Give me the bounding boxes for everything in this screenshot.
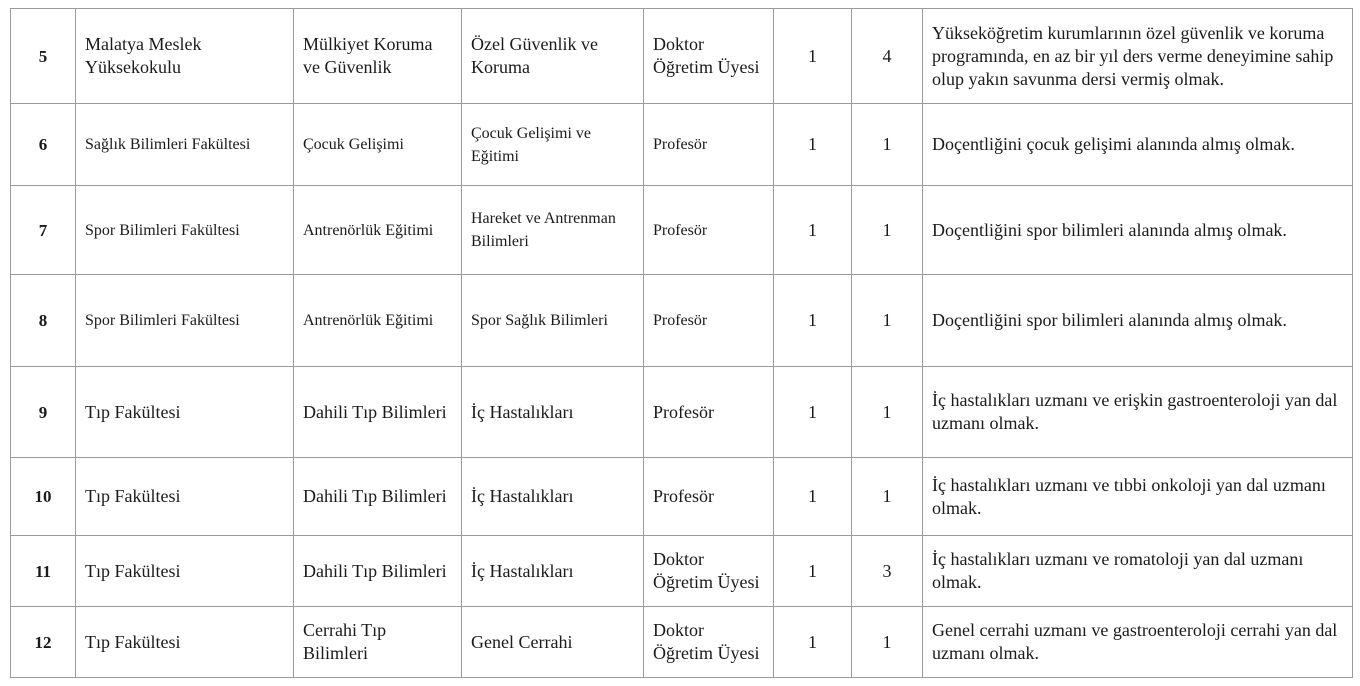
count-cell: 1 bbox=[774, 458, 852, 536]
level-cell: 3 bbox=[852, 536, 923, 607]
title-cell: Profesör bbox=[644, 458, 774, 536]
department-cell: Çocuk Gelişimi bbox=[294, 104, 462, 186]
department-cell: Antrenörlük Eğitimi bbox=[294, 186, 462, 275]
unit-cell: Tıp Fakültesi bbox=[76, 607, 294, 678]
department-cell: Mülkiyet Koruma ve Güvenlik bbox=[294, 9, 462, 104]
count-cell: 1 bbox=[774, 275, 852, 367]
requirement-cell: Genel cerrahi uzmanı ve gastroenteroloji cerrahi yan dal uzmanı olmak. bbox=[923, 607, 1353, 678]
level-cell: 1 bbox=[852, 275, 923, 367]
faculty-positions-table bbox=[10, 8, 1353, 678]
requirement-cell: İç hastalıkları uzmanı ve erişkin gastroenteroloji yan dal uzmanı olmak. bbox=[923, 367, 1353, 458]
requirement-cell: İç hastalıkları uzmanı ve romatoloji yan dal uzmanı olmak. bbox=[923, 536, 1353, 607]
department-cell: Dahili Tıp Bilimleri bbox=[294, 458, 462, 536]
department-cell: Dahili Tıp Bilimleri bbox=[294, 536, 462, 607]
row-number: 8 bbox=[11, 275, 76, 367]
program-cell: İç Hastalıkları bbox=[462, 458, 644, 536]
table-row bbox=[11, 458, 1353, 536]
requirement-cell: Doçentliğini çocuk gelişimi alanında almış olmak. bbox=[923, 104, 1353, 186]
table-row bbox=[11, 367, 1353, 458]
unit-cell: Malatya Meslek Yüksekokulu bbox=[76, 9, 294, 104]
count-cell: 1 bbox=[774, 104, 852, 186]
count-cell: 1 bbox=[774, 536, 852, 607]
table-row bbox=[11, 9, 1353, 104]
count-cell: 1 bbox=[774, 186, 852, 275]
program-cell: Özel Güvenlik ve Koruma bbox=[462, 9, 644, 104]
unit-cell: Spor Bilimleri Fakültesi bbox=[76, 275, 294, 367]
unit-cell: Tıp Fakültesi bbox=[76, 536, 294, 607]
row-number: 12 bbox=[11, 607, 76, 678]
count-cell: 1 bbox=[774, 367, 852, 458]
department-cell: Antrenörlük Eğitimi bbox=[294, 275, 462, 367]
title-cell: Doktor Öğretim Üyesi bbox=[644, 9, 774, 104]
unit-cell: Tıp Fakültesi bbox=[76, 367, 294, 458]
row-number: 11 bbox=[11, 536, 76, 607]
level-cell: 1 bbox=[852, 607, 923, 678]
table-row bbox=[11, 186, 1353, 275]
table-row bbox=[11, 104, 1353, 186]
level-cell: 1 bbox=[852, 458, 923, 536]
unit-cell: Tıp Fakültesi bbox=[76, 458, 294, 536]
program-cell: Hareket ve Antrenman Bilimleri bbox=[462, 186, 644, 275]
title-cell: Profesör bbox=[644, 104, 774, 186]
level-cell: 1 bbox=[852, 104, 923, 186]
table-row bbox=[11, 275, 1353, 367]
unit-cell: Sağlık Bilimleri Fakültesi bbox=[76, 104, 294, 186]
row-number: 6 bbox=[11, 104, 76, 186]
requirement-cell: Doçentliğini spor bilimleri alanında almış olmak. bbox=[923, 186, 1353, 275]
program-cell: Spor Sağlık Bilimleri bbox=[462, 275, 644, 367]
row-number: 9 bbox=[11, 367, 76, 458]
requirement-cell: Doçentliğini spor bilimleri alanında almış olmak. bbox=[923, 275, 1353, 367]
program-cell: İç Hastalıkları bbox=[462, 367, 644, 458]
title-cell: Doktor Öğretim Üyesi bbox=[644, 607, 774, 678]
row-number: 7 bbox=[11, 186, 76, 275]
department-cell: Dahili Tıp Bilimleri bbox=[294, 367, 462, 458]
table-row bbox=[11, 607, 1353, 678]
title-cell: Doktor Öğretim Üyesi bbox=[644, 536, 774, 607]
department-cell: Cerrahi Tıp Bilimleri bbox=[294, 607, 462, 678]
requirement-cell: Yükseköğretim kurumlarının özel güvenlik ve koruma programında, en az bir yıl ders verme deneyimine sahip olup yakın savunma dersi vermiş olmak. bbox=[923, 9, 1353, 104]
program-cell: Çocuk Gelişimi ve Eğitimi bbox=[462, 104, 644, 186]
unit-cell: Spor Bilimleri Fakültesi bbox=[76, 186, 294, 275]
title-cell: Profesör bbox=[644, 367, 774, 458]
row-number: 10 bbox=[11, 458, 76, 536]
count-cell: 1 bbox=[774, 607, 852, 678]
title-cell: Profesör bbox=[644, 275, 774, 367]
row-number: 5 bbox=[11, 9, 76, 104]
table-row bbox=[11, 536, 1353, 607]
count-cell: 1 bbox=[774, 9, 852, 104]
program-cell: İç Hastalıkları bbox=[462, 536, 644, 607]
level-cell: 1 bbox=[852, 186, 923, 275]
program-cell: Genel Cerrahi bbox=[462, 607, 644, 678]
requirement-cell: İç hastalıkları uzmanı ve tıbbi onkoloji yan dal uzmanı olmak. bbox=[923, 458, 1353, 536]
level-cell: 4 bbox=[852, 9, 923, 104]
title-cell: Profesör bbox=[644, 186, 774, 275]
level-cell: 1 bbox=[852, 367, 923, 458]
